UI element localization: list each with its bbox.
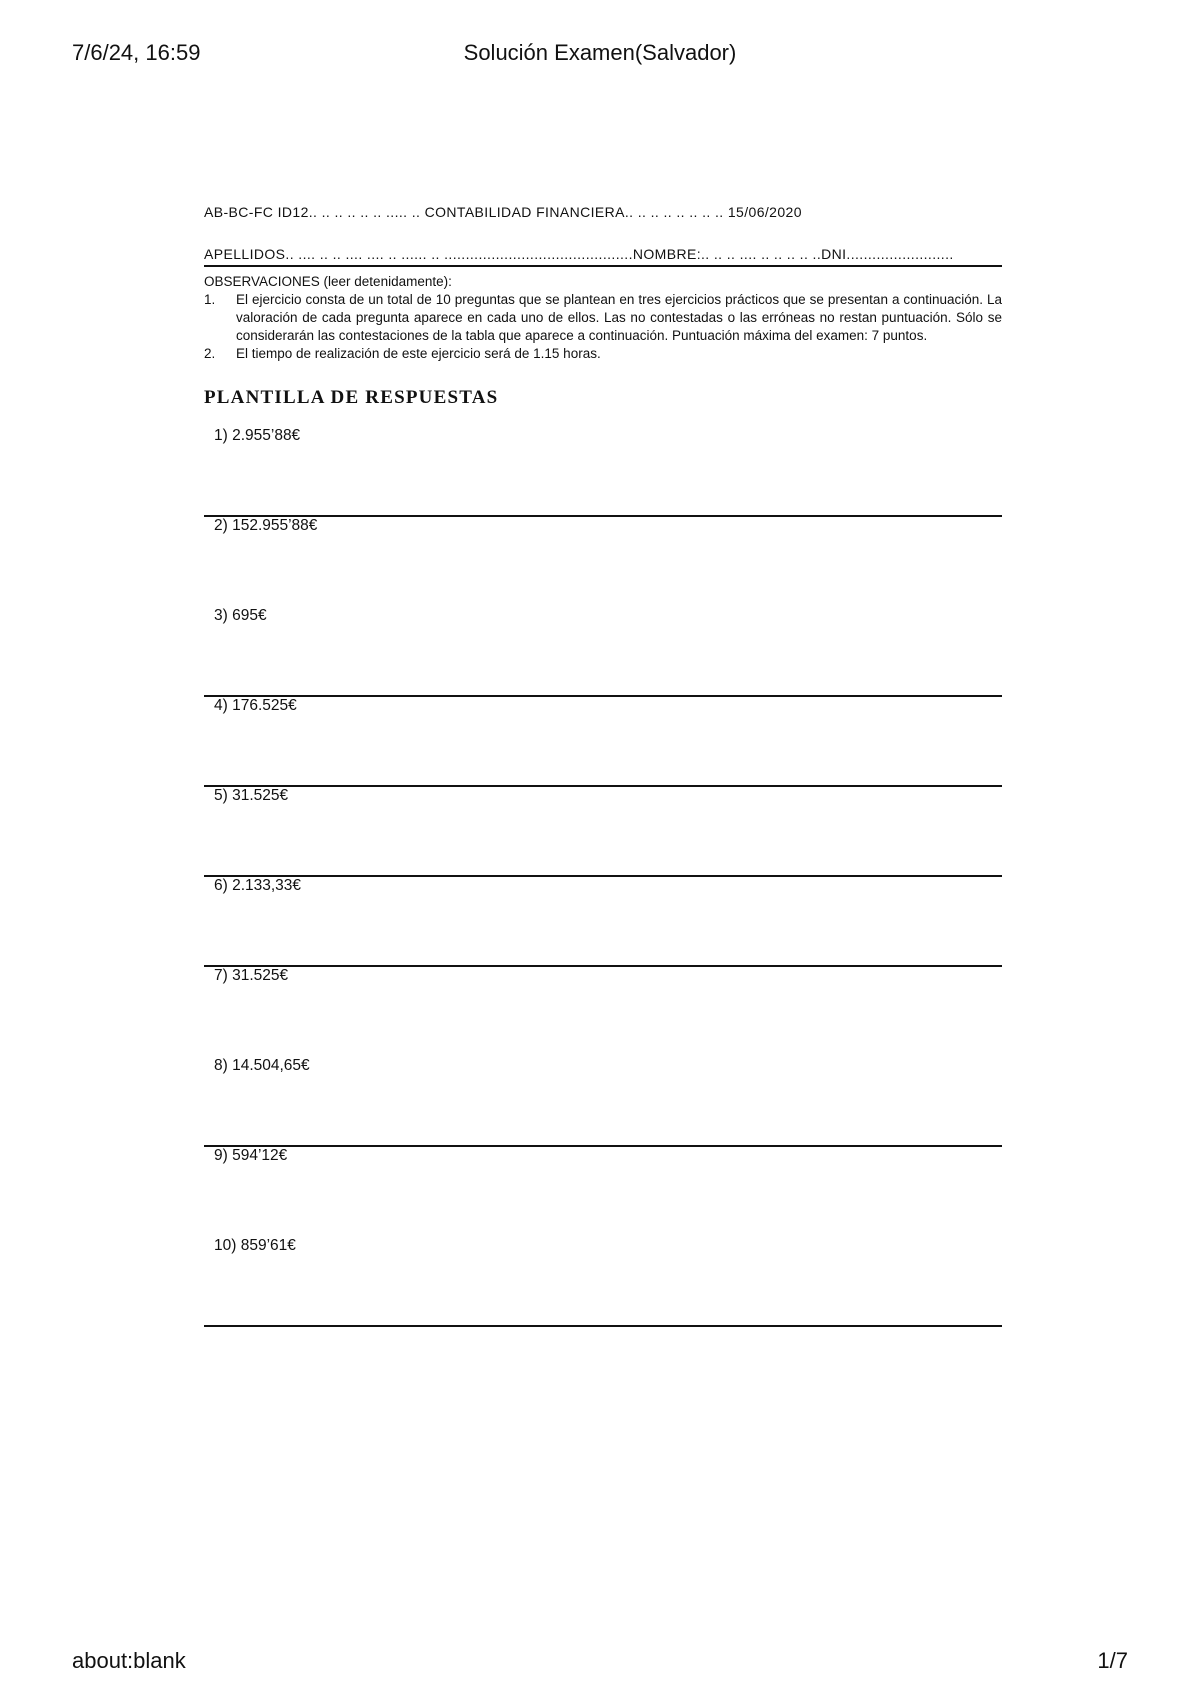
page-indicator: 1/7 bbox=[1097, 1648, 1128, 1673]
exam-sheet bbox=[204, 204, 1002, 1327]
answer-row: 2) 152.955’88€ bbox=[214, 517, 318, 534]
answer-row: 1) 2.955’88€ bbox=[204, 427, 1002, 517]
answer-list bbox=[204, 427, 1002, 1327]
answer-row: 6) 2.133,33€ bbox=[204, 877, 1002, 967]
exam-student-line: APELLIDOS.. .... .. .. .... .... .. ...... .. ............................................NOMBRE:.. .. .. .... .. .. .. .. ..DNI......................... bbox=[204, 246, 1002, 267]
observations-title: OBSERVACIONES (leer detenidamente): bbox=[204, 274, 452, 289]
observations bbox=[204, 273, 1002, 363]
print-document-title: Solución Examen(Salvador) bbox=[463, 40, 737, 65]
answer-row: 3) 695€ bbox=[204, 607, 1002, 697]
observation-text: El tiempo de realización de este ejercicio será de 1.15 horas. bbox=[236, 346, 601, 361]
answer-row: 9) 594’12€ bbox=[214, 1147, 288, 1164]
observation-number: 2. bbox=[204, 346, 216, 361]
print-url: about:blank bbox=[72, 1648, 186, 1673]
answer-row: 5) 31.525€ bbox=[204, 787, 1002, 877]
observation-item bbox=[204, 345, 1002, 363]
answer-row: 7) 31.525€ bbox=[214, 967, 289, 984]
answer-row: 4) 176.525€ bbox=[204, 697, 1002, 787]
exam-course-line: AB-BC-FC ID12.. .. .. .. .. .. ..... .. CONTABILIDAD FINANCIERA.. .. .. .. .. .. .. .. 15/06/2020 bbox=[204, 204, 802, 220]
observation-item bbox=[204, 291, 1002, 345]
print-timestamp: 7/6/24, 16:59 bbox=[72, 40, 201, 65]
answers-title: PLANTILLA DE RESPUESTAS bbox=[204, 387, 499, 408]
observation-text: El ejercicio consta de un total de 10 preguntas que se plantean en tres ejercicios prácticos que se presentan a continuación. La valoración de cada pregunta aparece en cada uno de ellos. Las no contestadas o las erróneas no restan puntuación. Sólo se considerarán las contestaciones de la tabla que aparece a continuación. Puntuación máxima del examen: 7 puntos. bbox=[236, 292, 1002, 343]
answer-row: 8) 14.504,65€ bbox=[204, 1057, 1002, 1147]
answer-row: 10) 859’61€ bbox=[204, 1237, 1002, 1327]
observation-number: 1. bbox=[204, 292, 216, 307]
